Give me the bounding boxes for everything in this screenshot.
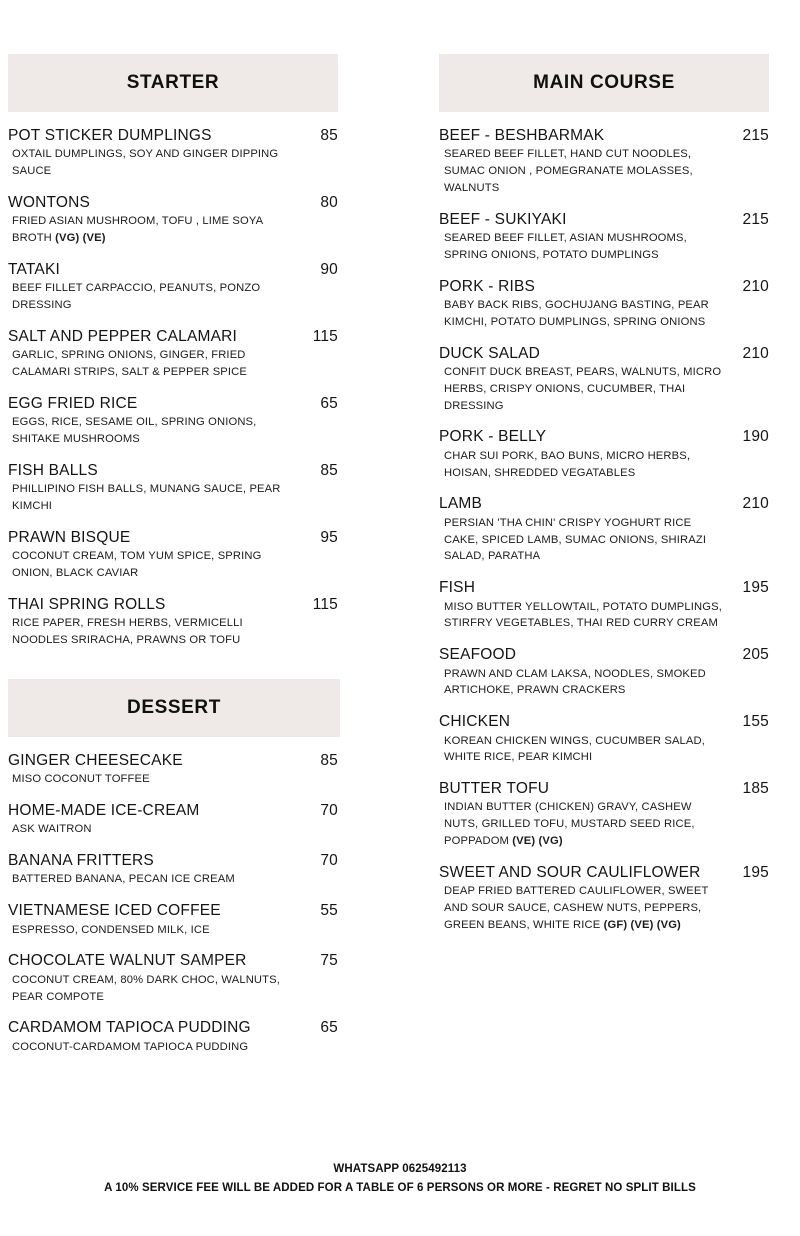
menu-item-body xyxy=(8,1018,292,1055)
menu-item-price: 75 xyxy=(320,952,338,970)
menu-item-body xyxy=(8,193,292,247)
menu-item-name: PRAWN BISQUE xyxy=(8,528,131,546)
menu-item-description: COCONUT CREAM, 80% DARK CHOC, WALNUTS, PEAR COMPOTE xyxy=(12,973,281,1003)
starter-item-list xyxy=(8,112,338,649)
menu-item-description: CONFIT DUCK BREAST, PEARS, WALNUTS, MICRO HERBS, CRISPY ONIONS, CUCUMBER, THAI DRESSING xyxy=(444,366,722,412)
menu-item-name: SWEET AND SOUR CAULIFLOWER xyxy=(439,863,701,881)
menu-item-description: GARLIC, SPRING ONIONS, GINGER, FRIED CALAMARI STRIPS, SALT & PEPPER SPICE xyxy=(12,349,248,379)
menu-item-description: RICE PAPER, FRESH HERBS, VERMICELLI NOODLES SRIRACHA, PRAWNS OR TOFU xyxy=(12,617,243,646)
menu-item xyxy=(8,193,338,247)
dessert-item-list xyxy=(8,737,338,1056)
section-header-starter xyxy=(8,54,338,112)
right-column xyxy=(420,0,800,947)
menu-item xyxy=(439,494,769,565)
menu-item-price: 215 xyxy=(742,127,769,144)
menu-item-body xyxy=(8,951,292,1005)
menu-item-body xyxy=(439,578,723,632)
menu-item-body xyxy=(439,427,723,481)
menu-item-price: 205 xyxy=(742,646,769,664)
menu-item-name: BEEF - BESHBARMAK xyxy=(439,127,605,144)
menu-item xyxy=(8,327,338,381)
menu-item-name: DUCK SALAD xyxy=(439,344,541,362)
menu-item-name: FISH BALLS xyxy=(8,461,98,479)
menu-item-description: MISO BUTTER YELLOWTAIL, POTATO DUMPLINGS, STIRFRY VEGETABLES, THAI RED CURRY CREAM xyxy=(444,600,723,630)
menu-item xyxy=(8,801,338,838)
menu-item xyxy=(8,1018,338,1055)
menu-item-price: 85 xyxy=(320,127,338,144)
menu-item-price: 115 xyxy=(312,327,338,345)
menu-item-price: 85 xyxy=(320,461,338,479)
menu-item-body xyxy=(8,126,292,180)
menu-item-name: SALT AND PEPPER CALAMARI xyxy=(8,327,238,345)
menu-item-price: 210 xyxy=(742,344,769,362)
main-course-item-list xyxy=(439,112,769,934)
menu-item xyxy=(8,595,338,649)
menu-item-description: CHAR SUI PORK, BAO BUNS, MICRO HERBS, HOISAN, SHREDDED VEGATABLES xyxy=(444,449,691,479)
menu-item-body xyxy=(8,901,292,938)
menu-item-description: BEEF FILLET CARPACCIO, PEANUTS, PONZO DRESSING xyxy=(12,282,261,312)
menu-item-name: FISH xyxy=(439,579,476,597)
menu-item-name: GINGER CHEESECAKE xyxy=(8,751,183,769)
menu-item-description: MISO COCONUT TOFFEE xyxy=(12,773,150,786)
menu-item-body xyxy=(439,210,723,264)
menu-item xyxy=(439,645,769,699)
menu-item xyxy=(8,260,338,314)
menu-item-price: 65 xyxy=(320,1019,338,1037)
menu-item-price: 70 xyxy=(320,852,338,870)
menu-item-body xyxy=(439,344,723,415)
menu-item-description: KOREAN CHICKEN WINGS, CUCUMBER SALAD, WHITE RICE, PEAR KIMCHI xyxy=(444,734,706,764)
menu-item xyxy=(439,344,769,415)
menu-item-price: 55 xyxy=(320,902,338,920)
menu-item-description: PERSIAN 'THA CHIN' CRISPY YOGHURT RICE CAKE, SPICED LAMB, SUMAC ONIONS, SHIRAZI SALAD, PARATHA xyxy=(444,516,707,563)
menu-item-dietary-tags: (GF) (VE) (VG) xyxy=(603,918,681,931)
menu-item-name: SEAFOOD xyxy=(439,646,517,664)
menu-item-description: BABY BACK RIBS, GOCHUJANG BASTING, PEAR KIMCHI, POTATO DUMPLINGS, SPRING ONIONS xyxy=(444,299,709,328)
footer-whatsapp: WHATSAPP 0625492113 xyxy=(333,1163,467,1176)
menu-item-price: 115 xyxy=(312,595,338,613)
menu-item-body xyxy=(8,260,292,314)
menu-item-name: CHICKEN xyxy=(439,713,511,731)
menu-item-name: POT STICKER DUMPLINGS xyxy=(8,127,212,144)
menu-item-description: PRAWN AND CLAM LAKSA, NOODLES, SMOKED ARTICHOKE, PRAWN CRACKERS xyxy=(444,667,706,697)
menu-item-description: SEARED BEEF FILLET, HAND CUT NOODLES, SUMAC ONION , POMEGRANATE MOLASSES, WALNUTS xyxy=(444,148,693,194)
menu-item-name: THAI SPRING ROLLS xyxy=(8,595,166,613)
menu-item-description: EGGS, RICE, SESAME OIL, SPRING ONIONS, SHITAKE MUSHROOMS xyxy=(12,416,257,446)
section-title-main-course: MAIN COURSE xyxy=(533,72,675,93)
menu-item-body xyxy=(8,528,292,582)
menu-footer xyxy=(0,1160,800,1198)
menu-item-body xyxy=(8,595,292,649)
menu-item-description: FRIED ASIAN MUSHROOM, TOFU , LIME SOYA BROTH (VG) (VE) xyxy=(12,215,263,245)
menu-item-dietary-tags: (VG) (VE) xyxy=(55,232,106,245)
menu-item-body xyxy=(8,327,292,381)
menu-item-body xyxy=(8,801,292,838)
menu-item-description: COCONUT-CARDAMOM TAPIOCA PUDDING xyxy=(12,1040,249,1053)
menu-item-name: BEEF - SUKIYAKI xyxy=(439,210,567,228)
menu-item-name: EGG FRIED RICE xyxy=(8,394,138,412)
menu-item xyxy=(439,277,769,331)
menu-item-price: 185 xyxy=(742,780,769,798)
menu-item-price: 65 xyxy=(320,394,338,412)
menu-item-name: LAMB xyxy=(439,495,483,513)
menu-item-price: 210 xyxy=(742,277,769,295)
menu-item-name: BANANA FRITTERS xyxy=(8,852,154,870)
menu-item xyxy=(439,712,769,766)
menu-item xyxy=(8,126,338,180)
menu-item-name: TATAKI xyxy=(8,260,61,278)
menu-item-dietary-tags: (VE) (VG) xyxy=(512,835,563,848)
menu-item-name: PORK - RIBS xyxy=(439,277,536,295)
menu-item-body xyxy=(439,779,723,850)
menu-item-name: VIETNAMESE ICED COFFEE xyxy=(8,902,221,920)
menu-item xyxy=(8,951,338,1005)
menu-item-name: CHOCOLATE WALNUT SAMPER xyxy=(8,952,247,970)
menu-item-description: INDIAN BUTTER (CHICKEN) GRAVY, CASHEW NUTS, GRILLED TOFU, MUSTARD SEED RICE, POPPADOM (VE) (VG) xyxy=(444,801,695,848)
menu-item-body xyxy=(439,712,723,766)
menu-item-name: HOME-MADE ICE-CREAM xyxy=(8,801,200,819)
menu-item xyxy=(439,427,769,481)
menu-item-description: PHILLIPINO FISH BALLS, MUNANG SAUCE, PEAR KIMCHI xyxy=(12,483,281,513)
menu-item-price: 210 xyxy=(742,495,769,513)
menu-item-name: PORK - BELLY xyxy=(439,428,547,446)
menu-item-description: SEARED BEEF FILLET, ASIAN MUSHROOMS, SPRING ONIONS, POTATO DUMPLINGS xyxy=(444,232,687,261)
menu-item-price: 195 xyxy=(742,863,769,881)
menu-item-body xyxy=(8,394,292,448)
menu-item-price: 155 xyxy=(742,713,769,731)
menu-item-body xyxy=(8,851,292,888)
menu-item-price: 215 xyxy=(742,210,769,228)
menu-item-description: ASK WAITRON xyxy=(12,823,92,836)
menu-item xyxy=(439,779,769,850)
section-title-dessert: DESSERT xyxy=(127,696,221,718)
menu-item xyxy=(439,578,769,632)
section-header-dessert xyxy=(8,679,340,737)
menu-item-price: 85 xyxy=(320,751,338,769)
menu-item-name: CARDAMOM TAPIOCA PUDDING xyxy=(8,1019,251,1037)
menu-item xyxy=(439,863,769,934)
menu-item-description: ESPRESSO, CONDENSED MILK, ICE xyxy=(12,923,210,936)
menu-item-name: WONTONS xyxy=(8,193,91,211)
menu-item-body xyxy=(439,494,723,565)
menu-item xyxy=(8,528,338,582)
menu-item-body xyxy=(8,751,292,788)
menu-item xyxy=(8,751,338,788)
menu-item-price: 195 xyxy=(742,579,769,597)
menu-item-description: DEAP FRIED BATTERED CAULIFLOWER, SWEET AND SOUR SAUCE, CASHEW NUTS, PEPPERS, GREEN BEANS, WHITE RICE (GF) (VE) (VG) xyxy=(444,885,709,931)
menu-item xyxy=(8,851,338,888)
menu-item-description: BATTERED BANANA, PECAN ICE CREAM xyxy=(12,873,235,886)
menu-item-body xyxy=(439,126,723,197)
menu-item-description: OXTAIL DUMPLINGS, SOY AND GINGER DIPPING SAUCE xyxy=(12,148,279,178)
menu-item-price: 70 xyxy=(320,801,338,819)
menu-item-body xyxy=(439,863,723,934)
menu-item-body xyxy=(439,277,723,331)
left-column xyxy=(0,0,420,1069)
menu-item-price: 190 xyxy=(742,428,769,446)
menu-item-price: 80 xyxy=(320,193,338,211)
section-title-starter: STARTER xyxy=(126,72,220,93)
menu-item-body xyxy=(8,461,292,515)
menu-item-name: BUTTER TOFU xyxy=(439,780,550,798)
menu-item-body xyxy=(439,645,723,699)
menu-item xyxy=(439,210,769,264)
menu-item xyxy=(8,461,338,515)
section-header-main-course xyxy=(439,54,769,112)
menu-item-price: 95 xyxy=(320,528,338,546)
menu-item xyxy=(8,901,338,938)
menu-item-description: COCONUT CREAM, TOM YUM SPICE, SPRING ONION, BLACK CAVIAR xyxy=(12,550,262,579)
menu-item xyxy=(439,126,769,197)
menu-item xyxy=(8,394,338,448)
menu-item-price: 90 xyxy=(320,260,338,278)
footer-service-fee-notice: A 10% SERVICE FEE WILL BE ADDED FOR A TABLE OF 6 PERSONS OR MORE - REGRET NO SPLIT BILLS xyxy=(104,1182,696,1195)
